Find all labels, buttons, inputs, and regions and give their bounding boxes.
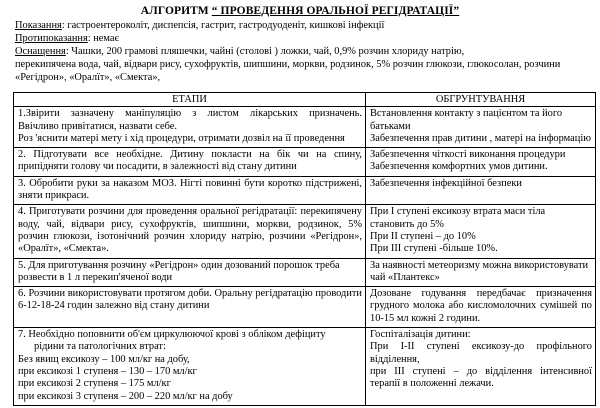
stage-text: припідняти голову чи посадити, в залежності від стану дитини xyxy=(18,161,297,173)
algorithm-table xyxy=(13,92,596,406)
reason-cell xyxy=(366,205,596,258)
reason-text: Встановлення контакту з пацієнтом та його батьками xyxy=(370,108,563,132)
reason-cell xyxy=(366,328,596,406)
table-row xyxy=(14,107,596,148)
table-row xyxy=(14,258,596,287)
contraindications-line xyxy=(15,32,595,45)
reason-text: При І ступені ексикозу втрата маси тіла становить до 5% xyxy=(370,206,546,230)
stage-text: при ексикозі 3 ступеня – 200 – 220 мл/кг на добу xyxy=(18,390,233,402)
reason-cell xyxy=(366,176,596,205)
reason-text: При І-ІІ ступені ексикозу-до профільного відділення, xyxy=(370,341,592,365)
stage-cell xyxy=(14,205,366,258)
reason-text: При ІІ ступені – до 10% xyxy=(370,230,476,242)
document-title xyxy=(0,5,600,18)
table-row xyxy=(14,176,596,205)
contraindications-text: : немає xyxy=(87,33,119,44)
stage-text: 4. Приготувати розчини для проведення оральної регідратації: перекипячену воду, чай, відвари рису, сухофруктів, шипшини, моркви, родзинок, 5% розчин глюкози, ізотонічний розчин хлориду натрію, розчини «Регідрон», «Оралїт», «Смекта». xyxy=(18,206,362,255)
stage-text: 5. Для приготування розчину «Регідрон» один дозований порошок треба xyxy=(18,259,340,271)
contraindications-label: Протипоказання xyxy=(15,33,88,44)
reason-text: Госпіталізація дитини: xyxy=(370,329,471,341)
stage-cell xyxy=(14,258,366,287)
table-row xyxy=(14,287,596,328)
table-header-row xyxy=(14,93,596,107)
stage-text: при ексикозі 1 ступеня – 130 – 170 мл/кг xyxy=(18,365,197,377)
reason-cell xyxy=(366,107,596,148)
stage-cell xyxy=(14,287,366,328)
stage-text: при ексикозі 2 ступеня – 175 мл/кг xyxy=(18,378,171,390)
stage-text: Ввічливо привітатися, назвати себе. xyxy=(18,120,177,132)
reason-text: Забезпечення чіткості виконання процедури xyxy=(370,149,566,161)
table-row xyxy=(14,148,596,177)
reason-text: Забезпечення інфекційної безпеки xyxy=(370,177,522,189)
reason-text: Забезпечення комфортних умов дитини. xyxy=(370,161,548,173)
equipment-line xyxy=(15,45,595,58)
reason-cell xyxy=(366,287,596,328)
stage-cell xyxy=(14,107,366,148)
stage-cell xyxy=(14,328,366,406)
title-name: “ ПРОВЕДЕННЯ ОРАЛЬНОЇ РЕГІДРАТАЦІЇ” xyxy=(211,5,460,17)
equipment-line-2: перекипячена вода, чай, відвари рису, сухофруктів, шипшини, моркви, родзинок, 5% розчин глюкози, глюкосолан, розчини xyxy=(15,59,561,70)
stage-cell xyxy=(14,148,366,177)
column-header-stages: ЕТАПИ xyxy=(14,93,366,107)
stage-text: 3. Обробити руки за наказом МОЗ. Нігті повинні бути коротко підстрижені, зняти прикраси. xyxy=(18,177,362,202)
stage-text: рідини та патологічних втрат: xyxy=(34,341,166,353)
reason-cell xyxy=(366,258,596,287)
indications-label: Показання xyxy=(15,20,62,31)
title-prefix: АЛГОРИТМ xyxy=(140,5,212,17)
stage-cell xyxy=(14,176,366,205)
procedure-info xyxy=(15,19,595,84)
reason-text: Дозоване годування передбачає призначення грудного молока або кисломолочних сумішей по 10-15 мл кожні 2 години. xyxy=(370,288,592,324)
reason-text: При ІІІ ступені -більше 10%. xyxy=(370,243,498,255)
stage-text: розвести в 1 л перекип'яченої води xyxy=(18,271,173,283)
stage-text: 6. Розчини використовувати протягом доби. Оральну регідратацію проводити 6-12-18-24 годин залежно від стану дитини xyxy=(18,288,362,312)
table-row xyxy=(14,205,596,258)
indications-line xyxy=(15,19,595,32)
reason-cell xyxy=(366,148,596,177)
stage-text: Роз 'яснити матері мету і хід процедури, отримати дозвіл на її проведення xyxy=(18,132,345,144)
equipment-line-3: «Регідрон», «Оралїт», «Смекта», xyxy=(15,72,161,83)
stage-text: 1.Звірити зазначену маніпуляцію з листом лікарських призначень. xyxy=(18,108,362,120)
column-header-justification: ОБГРУНТУВАННЯ xyxy=(366,93,596,107)
reason-text: Забезпечення прав дитини , матері на інформацію xyxy=(370,132,591,144)
stage-text: 2. Підготувати все необхідне. Дитину покласти на бік чи на спину, xyxy=(18,149,362,161)
equipment-text: : Чашки, 200 грамові пляшечки, чайні (столові ) ложки, чай, 0,9% розчин хлориду натрію, xyxy=(65,46,465,57)
equipment-label: Оснащення xyxy=(15,46,66,57)
stage-text: Без явищ ексикозу – 100 мл/кг на добу, xyxy=(18,353,190,365)
stage-text: 7. Необхідно поповнити об'єм циркулюючої крові з обліком дефіциту xyxy=(18,329,326,341)
reason-text: За наявності метеоризму можна використовувати чай «Плантекс» xyxy=(370,259,589,283)
indications-text: : гастроентероколіт, диспепсія, гастрит, гастродуоденіт, кишкові інфекції xyxy=(61,20,385,31)
table-row xyxy=(14,328,596,406)
reason-text: при ІІІ ступені – до відділення інтенсивної терапії в положенні лежачи. xyxy=(370,365,592,390)
